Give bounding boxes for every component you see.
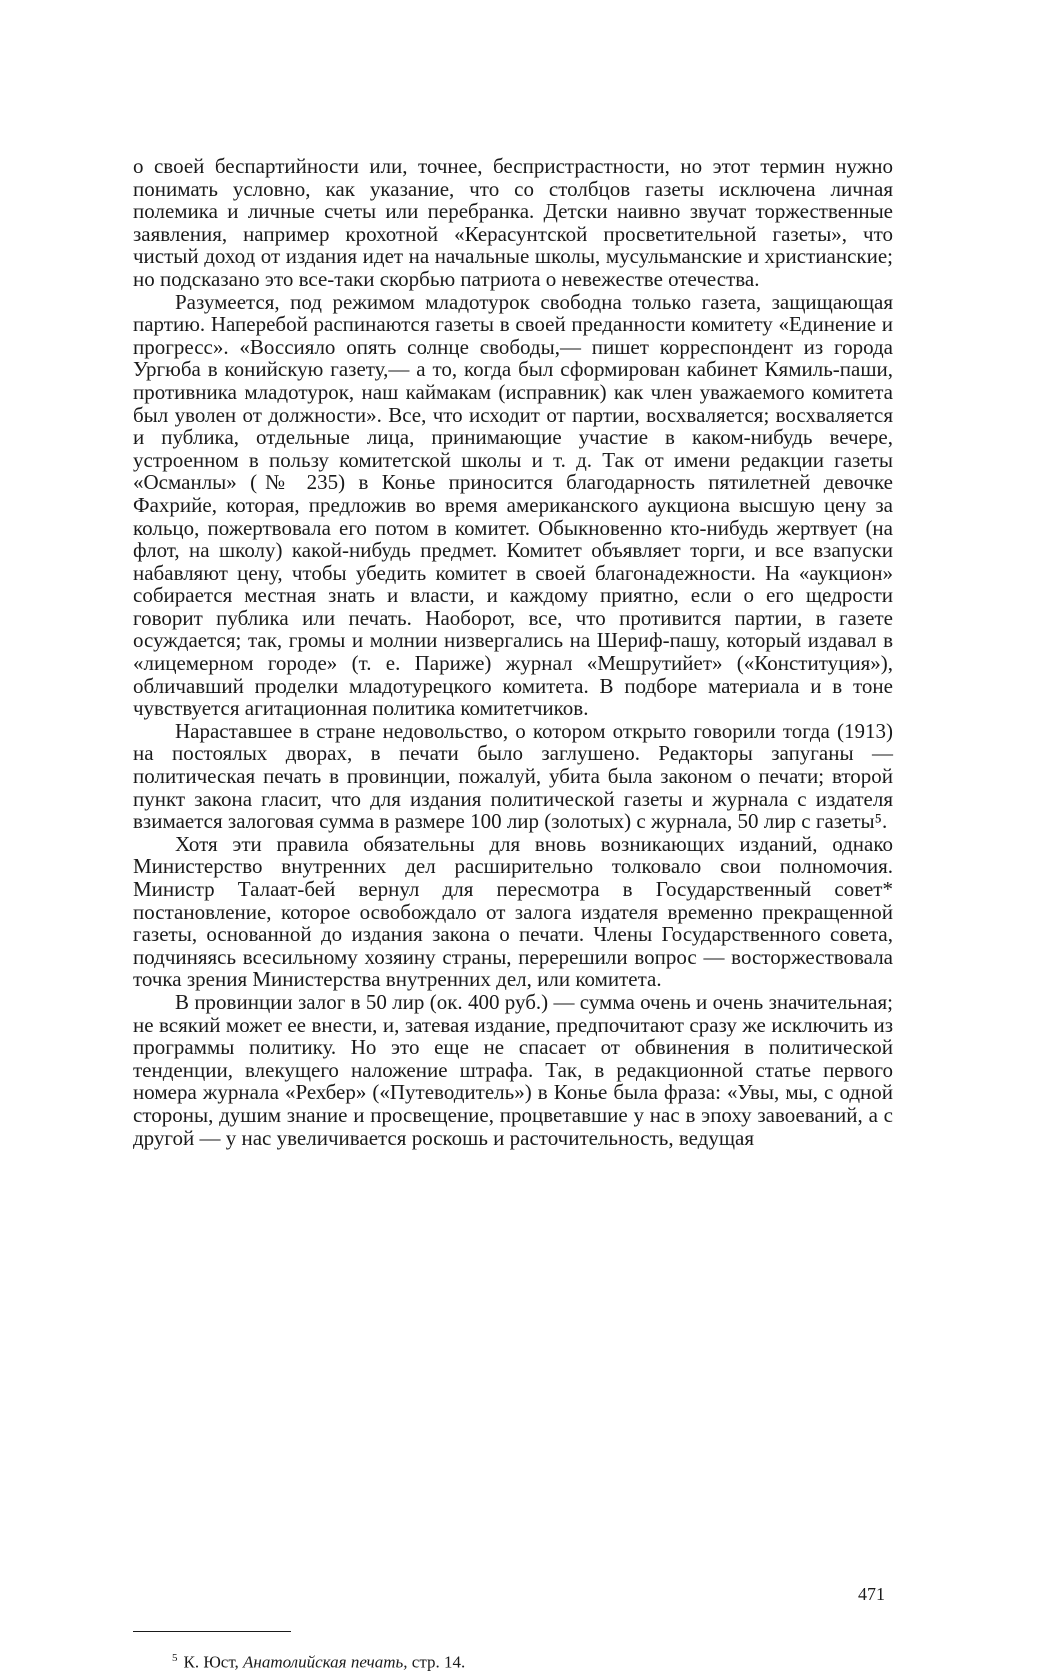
paragraph-4: Хотя эти правила обязательны для вновь возникающих изданий, однако Министерство внутренних дел расширительно толковало свои полномочия. Министр Талаат-бей вернул для пересмотра в Государственный совет* постановление, которое освобождало от залога издателя временно прекращенной газеты, основанной до издания закона о печати. Члены Государственного совета, подчиняясь всесильному хозяину страны, перерешили вопрос — восторжествовала точка зрения Министерства внутренних дел, или комитета. xyxy=(133,831,893,992)
footnote-ref: стр. 14. xyxy=(411,1652,466,1672)
paragraph-5: В провинции залог в 50 лир (ок. 400 руб.) — сумма очень и очень значительная; не всякий может ее внести, и, затевая издание, предпочитают сразу же исключить из программы политику. Но это еще не спасает от обвинения в политической тенденции, влекущего наложение штрафа. Так, в редакционной статье первого номера журнала «Рехбер» («Путеводитель») в Конье была фраза: «Увы, мы, с одной стороны, душим знание и просвещение, процветавшие у нас в эпоху завоеваний, а с другой — у нас увеличивается роскошь и расточительность, ведущая xyxy=(133,989,893,1150)
footnote xyxy=(172,1648,465,1673)
main-text-column xyxy=(133,155,893,1149)
page-number: 471 xyxy=(858,1584,885,1604)
footnote-author: К. Юст, xyxy=(183,1652,239,1672)
footnote-title: Анатолийская печать, xyxy=(243,1652,408,1672)
footnote-divider xyxy=(133,1631,291,1632)
paragraph-3: Нараставшее в стране недовольство, о котором открыто говорили тогда (1913) на постоялых дворах, в печати было заглушено. Редакторы запуганы — политическая печать в провинции, пожалуй, убита была законом о печати; второй пункт закона гласит, что для издания политической газеты и журнала с издателя взимается залоговая сумма в размере 100 лир (золотых) с журнала, 50 лир с газеты⁵. xyxy=(133,718,893,834)
paragraph-1: о своей беспартийности или, точнее, беспристрастности, но этот термин нужно понимать условно, как указание, что со столбцов газеты исключена личная полемика и личные счеты или перебранка. Детски наивно звучат торжественные заявления, например крохотной «Керасунтской просветительной газеты», что чистый доход от издания идет на начальные школы, мусульманские и христианские; но подсказано это все-таки скорбью патриота о невежестве отечества. xyxy=(133,154,893,291)
footnote-mark: 5 xyxy=(172,1652,178,1664)
paragraph-2: Разумеется, под режимом младотурок свободна только газета, защищающая партию. Наперебой распинаются газеты в своей преданности комитету «Единение и прогресс». «Воссияло опять солнце свободы,— пишет корреспондент из города Ургюба в конийскую газету,— а то, когда был сформирован кабинет Кямиль-паши, противника младотурок, наш каймакам (исправник) как член уважаемого комитета был уволен от должности». Все, что исходит от партии, восхваляется; восхваляется и публика, отдельные лица, принимающие участие в каком-нибудь вечере, устроенном в пользу комитетской школы и т. д. Так от имени редакции газеты «Османлы» (№ 235) в Конье приносится благодарность пятилетней девочке Фахрийе, которая, предложив во время американского аукциона высшую цену за кольцо, пожертвовала его потом в комитет. Обыкновенно кто-нибудь жертвует (на флот, на школу) какой-нибудь предмет. Комитет объявляет торги, и все взапуски набавляют цену, чтобы убедить комитет в своей благонадежности. На «аукцион» собирается местная знать и власти, и каждому приятно, если о его щедрости говорит публика или печать. Наоборот, все, что противится партии, в газете осуждается; так, громы и молнии низвергались на Шериф-пашу, который издавал в «лицемерном городе» (т. е. Париже) журнал «Мешрутийет» («Конституция»), обличавший проделки младотурецкого комитета. В подборе материала и в тоне чувствуется агитационная политика комитетчиков. xyxy=(133,289,893,721)
